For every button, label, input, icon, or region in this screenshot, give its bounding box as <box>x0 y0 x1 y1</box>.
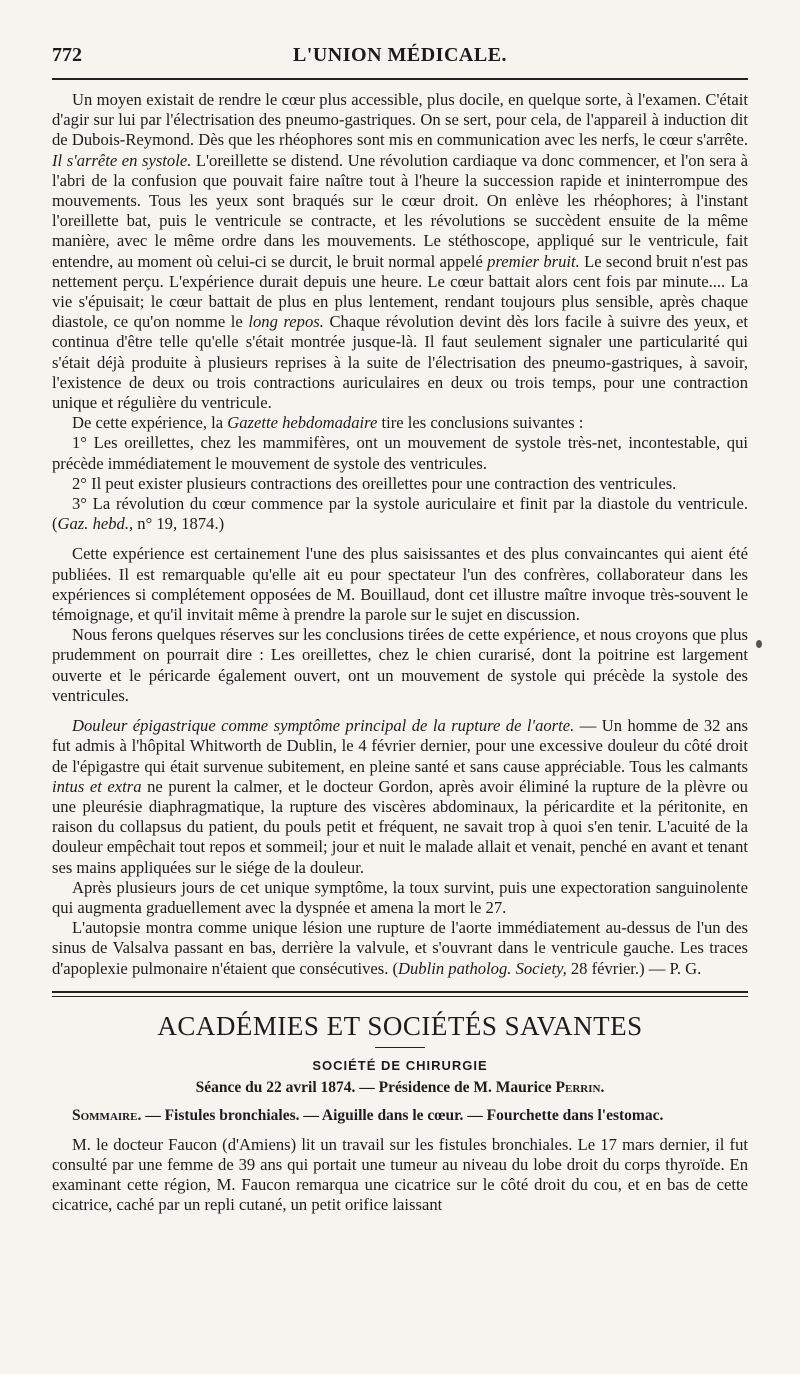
president-name: Perrin. <box>555 1078 605 1096</box>
journal-title: L'UNION MÉDICALE. <box>292 44 508 66</box>
paragraph-autopsy <box>52 918 748 979</box>
case-title: Douleur épigastrique comme symptôme principal de la rupture de l'aorte. <box>72 716 575 736</box>
conclusion-1: 1° Les oreillettes, chez les mammifères, ont un mouvement de systole très-net, incontestable, qui précède immédiatement le mouvement de systole des ventricules. <box>52 433 748 473</box>
text-run: 28 février.) — P. G. <box>570 958 702 978</box>
text-run: tire les conclusions suivantes : <box>381 413 584 433</box>
ink-blot <box>756 640 762 648</box>
italic-run: Gaz. hebd., <box>57 514 134 534</box>
article-body <box>52 90 748 1216</box>
paragraph-gazette-intro <box>52 413 748 433</box>
paragraph-experience <box>52 90 748 413</box>
italic-run: Dublin patholog. Society, <box>398 958 567 978</box>
italic-run: long repos. <box>248 312 324 332</box>
conclusion-2: 2° Il peut exister plusieurs contractions des oreillettes pour une contraction des ventricules. <box>72 473 677 493</box>
text-run: Un moyen existait de rendre le cœur plus accessible, plus docile, en quelque sorte, à l'examen. C'était d'agir sur lui par l'électrisation des pneumo-gastriques. On se sert, pour cela, de l'appareil à induction dit de Dubois-Reymond. Dès que les rhéophores sont mis en communication avec les nerfs, le cœur s'arrête. <box>52 90 748 150</box>
text-run: Séance du 22 avril 1874. — Présidence de M. Maurice <box>195 1078 552 1096</box>
text-run: ne purent la calmer, et le docteur Gordon, après avoir éliminé la rupture de la plèvre ou une pleurésie diaphragmatique, la rupture des viscères abdominaux, la péricardite et la péritonite, en raison du collapsus du patient, du pouls petit et fréquent, ne savait trop à quoi s'en tenir. L'acuité de la douleur empêchait tout repos et sommeil; jour et nuit le malade allait et venait, penché en avant et tenant ses mains appliquées sur le siége de la douleur. <box>52 776 748 877</box>
text-run: L'autopsie montra comme unique lésion une rupture de l'aorte immédiatement au-dessus de l'un des sinus de Valsalva passant en bas, derrière la valvule, et s'ouvrant dans le ventricule gauche. Les traces d'apoplexie pulmonaire n'étaient que consécutives. ( <box>52 918 748 978</box>
section-title: ACADÉMIES ET SOCIÉTÉS SAVANTES <box>157 1010 643 1041</box>
conclusion-3 <box>52 494 748 534</box>
text-run: 3° La révolution du cœur commence par la systole auriculaire et finit par la diastole du ventricule. ( <box>52 494 748 534</box>
page-number: 772 <box>52 44 82 66</box>
text-run: n° 19, 1874.) <box>137 514 225 534</box>
paragraph-commentary: Cette expérience est certainement l'une des plus saisissantes et des plus convaincantes qui aient été publiées. Il est remarquable qu'elle ait eu pour spectateur l'un des confrères, collaborateur dans les expériences si complétement opposées de M. Bouillaud, dont cet illustre maître invoque très-souvent le témoignage, et qu'il invitait même à prendre la parole sur le sujet en discussion. <box>52 544 748 625</box>
text-run: L'oreillette se distend. Une révolution cardiaque va donc commencer, et l'on sera à l'abri de la confusion que pouvait faire naître tout à l'heure la succession rapide et ininterrompue des mouvements. Tous les yeux sont braqués sur le cœur droit. On enlève les rhéophores; à l'instant l'oreillette bat, puis le ventricule se contracte, et les révolutions se succèdent ensuite de la même manière, avec le même ordre dans les mouvements. Le stéthoscope, appliqué sur le ventricule, fait entendre, au moment où celui-ci se durcit, le bruit normal appelé <box>52 150 748 271</box>
text-run: Le second bruit n'est pas nettement perçu. L'expérience durait depuis une heure. Le cœur battait alors cent fois par minute.... La vie s'épuisait; le cœur battait de plus en plus lentement, rendant toujours plus sensible, après chaque diastole, ce qu'on nomme le <box>52 251 748 332</box>
italic-run: Gazette hebdomadaire <box>227 413 378 433</box>
section-rule-thick <box>52 991 748 993</box>
paragraph-reserves: Nous ferons quelques réserves sur les conclusions tirées de cette expérience, et nous croyons que plus prudemment on pourrait dire : Les oreillettes, chez le chien curarisé, dont la poitrine est largement ouverte et le péricarde également ouvert, ont un mouvement de systole qui précède la systole des ventricules. <box>52 625 748 705</box>
section-rule-thin <box>52 996 748 997</box>
italic-run: premier bruit. <box>487 251 580 271</box>
text-run: De cette expérience, la <box>72 413 224 433</box>
header-rule <box>52 78 748 80</box>
italic-run: intus et extra <box>52 776 142 796</box>
paragraph-faucon: M. le docteur Faucon (d'Amiens) lit un travail sur les fistules bronchiales. Le 17 mars dernier, il fut consulté par une femme de 39 ans qui portait une tumeur au niveau du lobe droit du corps thyroïde. En examinant cette région, M. Faucon remarqua une cicatrice sur le côté droit du cou, et en bas de cette cicatrice, caché par un repli cutané, un petit orifice laissant <box>52 1134 748 1215</box>
sommaire-label: Sommaire. <box>72 1106 142 1124</box>
paragraph-aorta-case <box>52 716 748 878</box>
running-head <box>52 44 748 80</box>
seance-line <box>52 1079 748 1097</box>
sommaire-line <box>52 1107 748 1125</box>
text-run: Chaque révolution devint dès lors facile à suivre des yeux, et continua d'être telle qu'elle s'était montrée jusque-là. Il faut seulement signaler une particularité qui s'était déjà produite à plusieurs reprises à la suite de l'électrisation des pneumo-gastriques, à savoir, l'existence de deux ou trois contractions auriculaires en deux ou trois temps, pour une contraction unique et régulière du ventricule. <box>52 312 748 413</box>
title-divider <box>375 1047 425 1048</box>
text-run: — Un homme de 32 ans fut admis à l'hôpital Whitworth de Dublin, le 4 février dernier, pour une excessive douleur du côté droit de l'épigastre qui était survenue subitement, en pleine santé et sans cause appréciable. Tous les calmants <box>52 716 748 776</box>
paragraph-symptom: Après plusieurs jours de cet unique symptôme, la toux survint, puis une expectoration sanguinolente qui augmenta graduellement avec la dyspnée et amena la mort le 27. <box>52 877 748 917</box>
text-run: — Fistules bronchiales. — Aiguille dans le cœur. — Fourchette dans l'estomac. <box>145 1106 664 1124</box>
italic-run: Il s'arrête en systole. <box>52 150 192 170</box>
society-name: SOCIÉTÉ DE CHIRURGIE <box>312 1057 488 1073</box>
